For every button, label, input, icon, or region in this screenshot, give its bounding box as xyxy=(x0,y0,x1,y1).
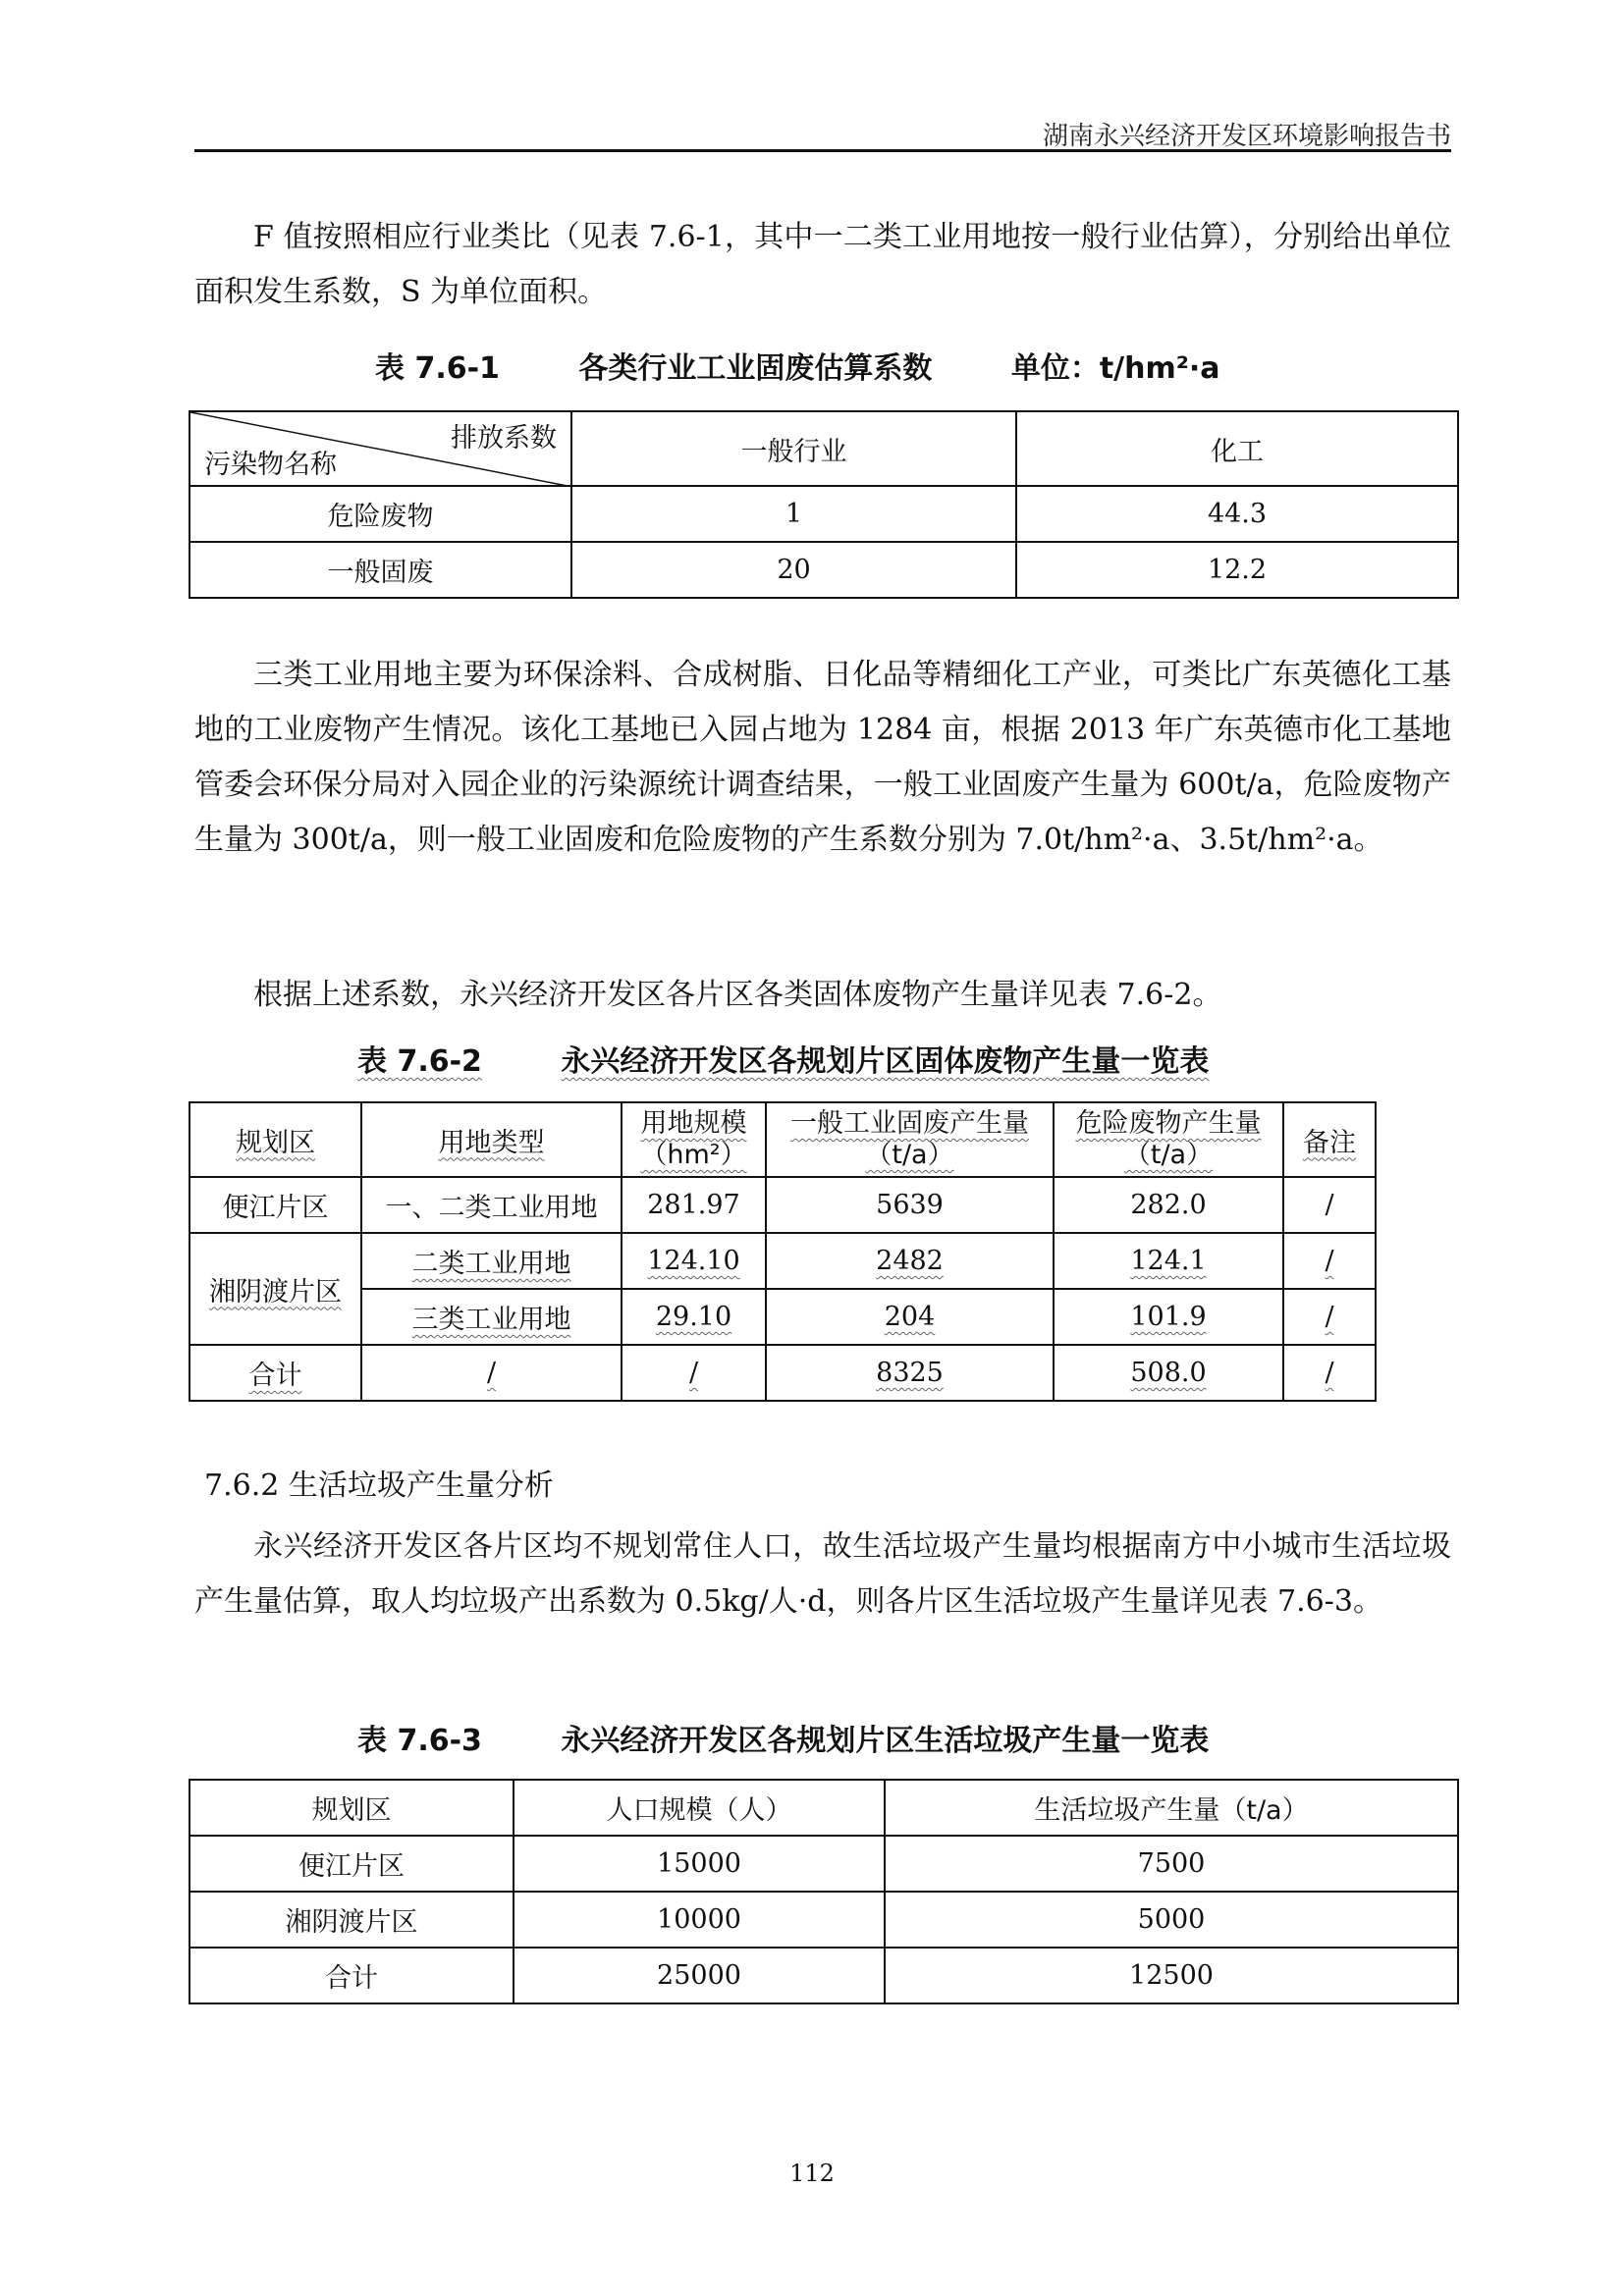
table1-cell-chem: 44.3 xyxy=(1016,486,1458,542)
table1-cell-general: 20 xyxy=(571,542,1016,598)
table2-header-zone: 规划区 xyxy=(189,1102,361,1177)
paragraph-see-table2: 根据上述系数，永兴经济开发区各片区各类固体废物产生量详见表 7.6-2。 xyxy=(253,978,1222,1012)
table-row xyxy=(189,542,1458,598)
table2-header-hazard-unit: （t/a） xyxy=(1123,1140,1214,1170)
table1-cell-general: 1 xyxy=(571,486,1016,542)
table3-caption-title: 永兴经济开发区各规划片区生活垃圾产生量一览表 xyxy=(561,1724,1210,1758)
table3-cell-pop: 15000 xyxy=(514,1836,885,1892)
table2-cell-general: 204 xyxy=(766,1289,1054,1345)
table2-cell-area: 29.10 xyxy=(622,1289,766,1345)
table1-corner-top: 排放系数 xyxy=(451,423,557,454)
table2-cell-note: / xyxy=(1283,1345,1376,1401)
table2-header-area-label: 用地规模 xyxy=(640,1108,747,1139)
table1-corner-bottom: 污染物名称 xyxy=(204,450,337,480)
table1-header-row xyxy=(189,411,1458,486)
table2-cell-hazard: 101.9 xyxy=(1054,1289,1283,1345)
table2-header-hazard-label: 危险废物产生量 xyxy=(1075,1108,1262,1139)
table1-caption-unit: 单位：t/hm²·a xyxy=(1010,351,1220,386)
table2-cell-type: 一、二类工业用地 xyxy=(361,1177,622,1233)
table1-col-chem: 化工 xyxy=(1016,411,1458,486)
table2-cell-general: 8325 xyxy=(766,1345,1054,1401)
table-row xyxy=(189,1233,1376,1289)
table-row xyxy=(189,1177,1376,1233)
table2-cell-hazard: 124.1 xyxy=(1054,1233,1283,1289)
table1-caption xyxy=(375,344,1289,387)
table2-cell-hazard: 282.0 xyxy=(1054,1177,1283,1233)
table1-caption-title: 各类行业工业固废估算系数 xyxy=(578,351,933,386)
table3-household-waste xyxy=(189,1779,1459,2004)
paragraph-intro: F 值按照相应行业类比（见表 7.6-1，其中一二类工业用地按一般行业估算），分别给出单位面积发生系数，S 为单位面积。 xyxy=(194,220,1451,309)
table2-cell-zone: 合计 xyxy=(189,1345,361,1401)
table2-header-area xyxy=(622,1102,766,1177)
table-row xyxy=(189,1836,1458,1892)
table3-cell-zone: 合计 xyxy=(189,1948,514,2003)
table2-cell-general: 5639 xyxy=(766,1177,1054,1233)
table2-cell-general: 2482 xyxy=(766,1233,1054,1289)
paragraph-household-waste: 永兴经济开发区各片区均不规划常住人口，故生活垃圾产生量均根据南方中小城市生活垃圾产生量估算，取人均垃圾产出系数为 0.5kg/人·d，则各片区生活垃圾产生量详见表 7.6-3。 xyxy=(194,1529,1451,1619)
table1-diagonal-header-cell xyxy=(189,411,571,486)
table2-caption-title: 永兴经济开发区各规划片区固体废物产生量一览表 xyxy=(561,1044,1210,1079)
table3-header-zone: 规划区 xyxy=(189,1780,514,1836)
table2-cell-area: 124.10 xyxy=(622,1233,766,1289)
table1-cell-chem: 12.2 xyxy=(1016,542,1458,598)
table2-solid-waste xyxy=(189,1101,1377,1402)
table1-industry-coefficients xyxy=(189,410,1459,599)
table2-cell-area: 281.97 xyxy=(622,1177,766,1233)
table2-cell-type: 三类工业用地 xyxy=(361,1289,622,1345)
table2-cell-hazard: 508.0 xyxy=(1054,1345,1283,1401)
table3-cell-pop: 10000 xyxy=(514,1892,885,1948)
table-row xyxy=(189,1345,1376,1401)
table1-caption-number: 表 7.6-1 xyxy=(375,351,500,386)
table3-cell-waste: 12500 xyxy=(885,1948,1458,2003)
table1-col-general: 一般行业 xyxy=(571,411,1016,486)
header-rule xyxy=(194,149,1451,152)
page-number: 112 xyxy=(789,2160,835,2187)
table3-header-row xyxy=(189,1780,1458,1836)
table1-cell-name: 危险废物 xyxy=(189,486,571,542)
table2-caption-number: 表 7.6-2 xyxy=(357,1044,482,1079)
table-row xyxy=(189,1892,1458,1948)
table2-header-area-unit: （hm²） xyxy=(640,1140,747,1170)
table3-caption xyxy=(357,1716,1277,1759)
table3-cell-waste: 7500 xyxy=(885,1836,1458,1892)
table3-cell-zone: 便江片区 xyxy=(189,1836,514,1892)
running-header: 湖南永兴经济开发区环境影响报告书 xyxy=(1042,122,1451,151)
table-row xyxy=(189,486,1458,542)
table-row xyxy=(189,1289,1376,1345)
table3-header-pop: 人口规模（人） xyxy=(514,1780,885,1836)
table3-header-waste: 生活垃圾产生量（t/a） xyxy=(885,1780,1458,1836)
table2-header-row xyxy=(189,1102,1376,1177)
table1-cell-name: 一般固废 xyxy=(189,542,571,598)
table2-header-note: 备注 xyxy=(1283,1102,1376,1177)
table3-caption-number: 表 7.6-3 xyxy=(357,1724,482,1758)
table3-cell-pop: 25000 xyxy=(514,1948,885,2003)
table2-cell-note: / xyxy=(1283,1233,1376,1289)
paragraph-chem-analogy: 三类工业用地主要为环保涂料、合成树脂、日化品等精细化工产业，可类比广东英德化工基地的工业废物产生情况。该化工基地已入园占地为 1284 亩，根据 2013 年广东英德市化工基地管委会环保分局对入园企业的污染源统计调查结果，一般工业固废产生量为 600t/a，危险废物产生量为 300t/a，则一般工业固废和危险废物的产生系数分别为 7.0t/hm²·a、3.5t/hm²·a。 xyxy=(194,658,1451,857)
table2-cell-zone: 便江片区 xyxy=(189,1177,361,1233)
table2-header-type: 用地类型 xyxy=(361,1102,622,1177)
table2-cell-note: / xyxy=(1283,1289,1376,1345)
section-heading: 7.6.2 生活垃圾产生量分析 xyxy=(204,1468,554,1503)
table2-header-hazard xyxy=(1054,1102,1283,1177)
table2-cell-zone: 湘阴渡片区 xyxy=(189,1233,361,1345)
table2-header-general xyxy=(766,1102,1054,1177)
table2-caption xyxy=(357,1037,1277,1080)
table3-cell-waste: 5000 xyxy=(885,1892,1458,1948)
table3-cell-zone: 湘阴渡片区 xyxy=(189,1892,514,1948)
table2-cell-type: / xyxy=(361,1345,622,1401)
table2-cell-area: / xyxy=(622,1345,766,1401)
table2-header-general-label: 一般工业固废产生量 xyxy=(790,1108,1029,1139)
table2-header-general-unit: （t/a） xyxy=(865,1140,954,1170)
table-row xyxy=(189,1948,1458,2003)
table2-cell-type: 二类工业用地 xyxy=(361,1233,622,1289)
table2-cell-note: / xyxy=(1283,1177,1376,1233)
